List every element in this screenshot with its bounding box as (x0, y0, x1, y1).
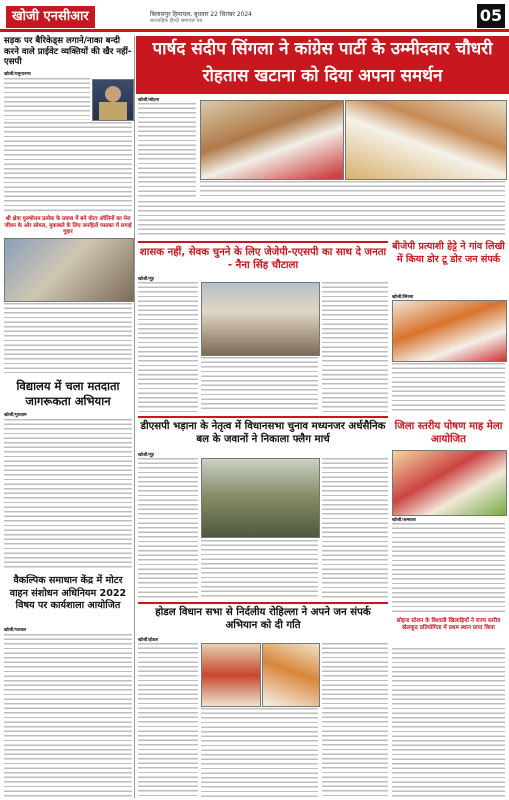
left-photo-caption: श्री क्षेत्रा पुरुषोत्तम प्रत्येक के प्रयास में बने वोटर ऑलिनों का मेरा जीवन के ओर सोमल, मुकाबले के लिए जनहितों पस्तका में लगाई गुहार (4, 216, 132, 236)
dsp-rule (138, 416, 388, 418)
motor-act-headline: वैकल्पिक समाधान केंद्र में मोटर वाहन संशोधन अधिनियम 2022 विषय पर कार्यशाला आयोजित (9, 575, 127, 611)
left-news-photo (4, 238, 134, 302)
poshan-headline: जिला स्तरीय पोषण माह मेला आयोजित (394, 421, 503, 445)
voter-awareness-text (4, 419, 132, 569)
bjp-headline: बीजेपी प्रत्याशी हेट्टे ने गांव लिखी में किया डोर टू डोर जन संपर्क (392, 241, 505, 265)
jjp-headline: शासक नहीं, सेवक चुनने के लिए जेजेपी-एएसपी का साथ दे जनता - नैना सिंह चौटाला (139, 247, 387, 271)
dsp-photo (201, 458, 320, 538)
lead-byline: खोजी/सोहना (138, 98, 160, 103)
dsp-text-2 (322, 458, 388, 598)
lead-photo-1 (200, 100, 344, 180)
jjp-text-2 (322, 282, 388, 412)
sp-portrait (92, 79, 134, 121)
dsp-text-3 (201, 540, 318, 598)
motor-act-byline: खोजी/पलवल (4, 628, 27, 633)
left-top-byline: खोजी/यमुनानगर (4, 72, 31, 77)
left-top-text (4, 78, 90, 120)
mid-rule (138, 241, 388, 243)
hodal-text-1 (138, 643, 198, 797)
hodal-rule (138, 602, 388, 604)
jjp-photo (201, 282, 320, 356)
jjp-byline: खोजी/नूंह (138, 277, 154, 282)
bjp-text (392, 363, 505, 413)
page-number: 05 (477, 4, 505, 28)
lead-text-3 (138, 201, 505, 238)
newspaper-logo: खोजी एनसीआर (6, 6, 95, 28)
masthead-rule (0, 29, 509, 32)
hodal-headline: होडल विधान सभा से निर्दलीय रोहिल्ला ने अपने जन संपर्क अभियान को दी गति (155, 607, 371, 631)
jjp-text-3 (201, 357, 318, 412)
subline: साप्ताहिक हिन्दी समाचार पत्र (150, 18, 203, 24)
dsp-headline: डीएसपी भड़ाना के नेतृत्व में विधानसभा चुनाव मध्यनजर अर्धसैनिक बल के जवानों ने निकाला फ्लैग मार्च (140, 421, 386, 445)
poshan-text (392, 523, 505, 613)
jjp-text-1 (138, 282, 198, 412)
sports-caption: सोहना स्टेशन के विशाली खिलाड़ियों ने राज्य स्तरीय खेलकूद प्रतियोगिता में प्रथम स्थान प्राप्त किया (396, 618, 501, 631)
motor-act-text (4, 634, 132, 797)
hodal-text-2 (201, 708, 318, 797)
lead-text-1 (138, 103, 196, 199)
voter-awareness-headline: विद्यालय में चला मतदाता जागरूकता अभियान (16, 379, 120, 408)
bjp-photo (392, 300, 507, 362)
lead-photo-2 (345, 100, 507, 180)
dateline: बिलासपुर हिमाचल, बुधवार 22 सितंबर 2024 (150, 11, 252, 18)
hodal-photo-1 (201, 643, 261, 707)
left-top-headline: सड़क पर बैरिकेड्स लगाने/नाका बन्दी करने वाले प्राईवेट व्यक्तियों की खैर नहीं-एसपी (4, 36, 132, 67)
dsp-byline: खोजी/नूंह (138, 453, 154, 458)
poshan-photo (392, 450, 507, 516)
sports-text (392, 648, 505, 797)
column-divider (134, 36, 135, 798)
left-top-text-2 (4, 122, 132, 214)
lead-headline: पार्षद संदीप सिंगला ने कांग्रेस पार्टी के उम्मीदवार चौधरी रोहतास खटाना को दिया अपना समर्थन (136, 36, 509, 94)
bjp-byline: खोजी/सिरसा (392, 295, 414, 300)
hodal-byline: खोजी/होडल (138, 638, 159, 643)
voter-awareness-byline: खोजी/गुरुग्राम (4, 413, 27, 418)
hodal-text-3 (322, 643, 388, 797)
left-mid-text (4, 303, 132, 373)
hodal-photo-2 (262, 643, 320, 707)
dsp-text-1 (138, 458, 198, 598)
poshan-byline: खोजी/अम्बाला (392, 518, 416, 523)
lead-text-2 (200, 181, 505, 199)
